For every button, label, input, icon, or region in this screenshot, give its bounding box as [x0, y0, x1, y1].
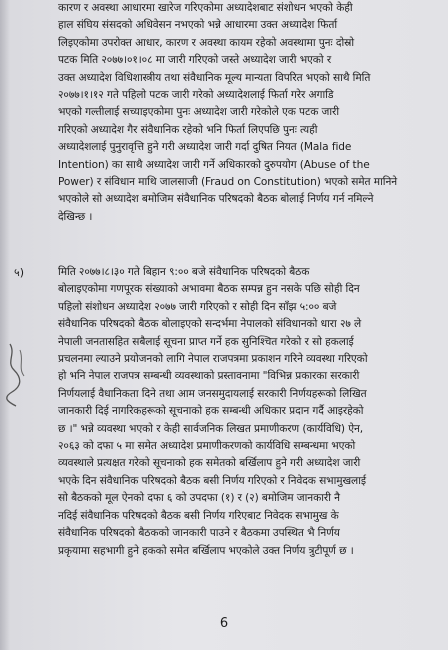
margin-handwriting-mark — [2, 340, 32, 410]
page-number: 6 — [219, 616, 229, 631]
page-edge-shadow — [0, 0, 10, 650]
paragraph-continued: कारण र अवस्था आधारमा खारेज गरिएकोमा अध्यादेशबाट संशोधन भएको केही हाल संघिय संसदको अधिवेसन नभएको भन्ने आधारमा उक्त अध्यादेश फिर्ता लिइएकोमा उपरोक्त आधार, कारण र अवस्था कायम रहेको अवस्थामा पुनः दोस्रो पटक मिति २०७७।०१।०८ मा जारी गरिएको जस्ते अध्यादेश जारी भएको र उक्त अध्यादेश विधिशास्त्रीय तथा संवैधानिक मूल्य मान्यता विपरित भएको साथै मिति २०७७।१।१२ गते पहिलो पटक जारी गरेको अध्यादेशलाई फिर्ता गरेर अगाडि भएको गल्तीलाई सच्याइएकोमा पुनः अध्यादेश जारी गरेकोले एक पटक जारी गरिएको अध्यादेश गैर संवैधानिक रहेको भनि फिर्ता लिएपछि पुनः त्यही अध्यादेशलाई पुनुरावृत्ति हुने गरी अध्यादेश जारी गर्दा दुषित नियत (Mala fide Intention) का साथै अध्यादेश जारी गर्ने अधिकारको दुरुपयोग (Abuse of the Power) र संविधान माथि जालसाजी (Fraud on Constitution) भएको समेत मानिने भएकोले सो अध्यादेश बमोजिम संवैधानिक परिषदको बैठक बोलाई निर्णय गर्न नमिल्ने देखिन्छ । — [58, 2, 398, 223]
item-number: ५) — [14, 266, 25, 279]
paragraph-item-5: मिति २०७७।८।३० गते बिहान ९:०० बजे संवैधानिक परिषदको बैठक बोलाइएकोमा गणपूरक संख्याको अभावमा बैठक सम्पन्न हुन नसके पछि सोही दिन पहिलो संशोधन अध्यादेश २०७७ जारी गरिएको र सोही दिन साँझ ५:०० बजे संवैधानिक परिषदको बैठक बोलाइएको सन्दर्भमा नेपालको संविधानको धारा २७ ले नेपाली जनतासहित सबैलाई सूचना प्राप्त गर्ने हक सुनिश्चित गरेको र सो हकलाई प्रचलनमा ल्याउने प्रयोजनको लागि नेपाल राजपत्रमा प्रकाशन गरिने व्यवस्था गरिएको हो भनि नेपाल राजपत्र सम्बन्धी व्यवस्थाको प्रस्तावनामा "विभिन्न प्रकारका सरकारी निर्णयलाई वैधानिकता दिने तथा आम जनसमुदायलाई सरकारी निर्णयहरूको लिखित जानकारी दिई नागरिकहरूको सूचनाको हक सम्बन्धी अधिकार प्रदान गर्दै आइरहेको छ ।" भन्ने व्यवस्था भएको र केही सार्वजनिक लिखत प्रमाणीकरण (कार्यविधि) ऐन, २०६३ को दफा ५ मा समेत अध्यादेश प्रमाणीकरणको कार्यविधि सम्बन्धमा भएको व्यवस्थाले प्रत्यक्षत गरेको सूचनाको हक समेतको बर्खिलाप हुने गरी अध्यादेश जारी भएके दिन संवैधानिक परिषदको बैठक बसी निर्णय गरिएको र निवेदक सभामुखलाई सो बैठकको मूल ऐनको दफा ६ को उपदफा (१) र (२) बमोजिम जानकारी नै नदिई संवैधानिक परिषदको बैठक बसी निर्णय गरिएबाट निवेदक सभामुख के संवैधानिक परिषदको बैठकको जानकारी पाउने र बैठकमा उपस्थित भै निर्णय प्रकृयामा सहभागी हुने हकको समेत बर्खिलाप भएकोले उक्त निर्णय त्रुटीपूर्ण छ । — [58, 266, 368, 557]
